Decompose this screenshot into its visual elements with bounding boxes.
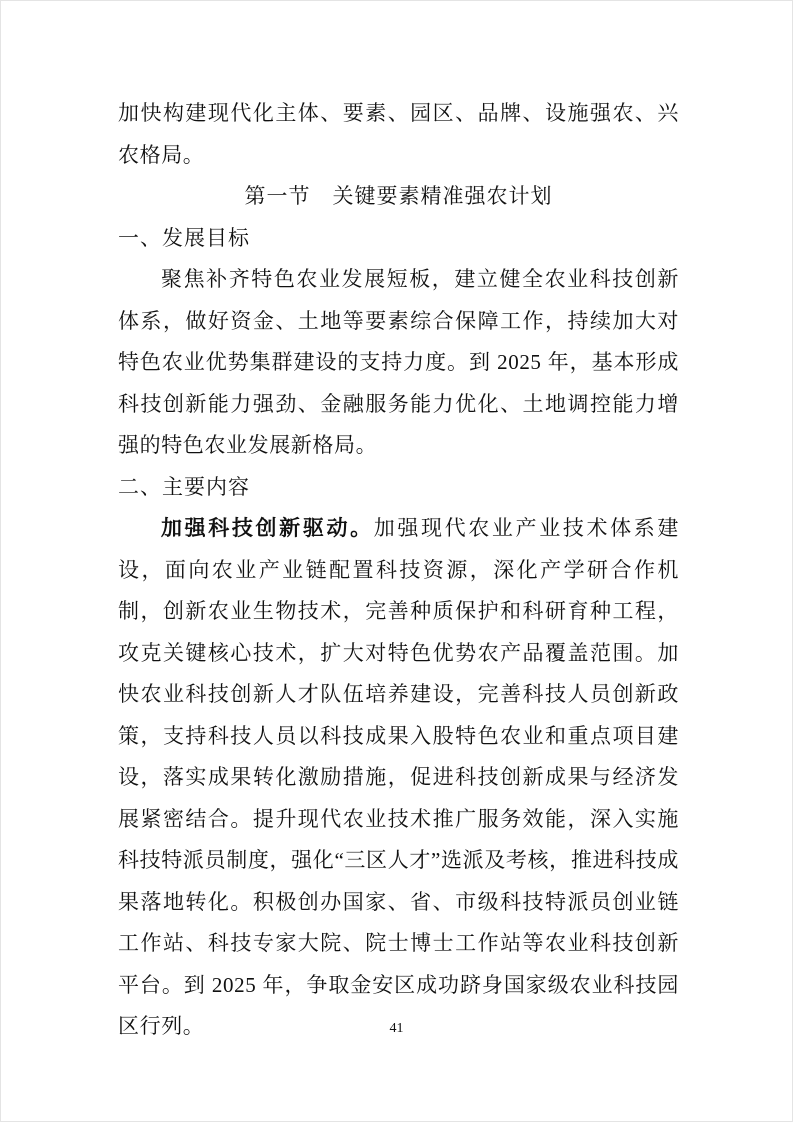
continuation-paragraph: 加快构建现代化主体、要素、园区、品牌、设施强农、兴农格局。 [118,101,679,167]
subheading-main-content: 二、主要内容 [118,474,250,499]
paragraph-body-text: 加强现代农业产业技术体系建设，面向农业产业链配置科技资源，深化产学研合作机制，创新农业生物技术，完善种质保护和科研育种工程，攻克关键核心技术，扩大对特色优势农产品覆盖范围。加快农业科技创新人才队伍培养建设，完善科技人员创新政策，支持科技人员以科技成果入股特色农业和重点项目建设，落实成果转化激励措施，促进科技创新成果与经济发展紧密结合。提升现代农业技术推广服务效能，深入实施科技特派员制度，强化“三区人才”选派及考核，推进科技成果落地转化。积极创办国家、省、市级科技特派员创业链工作站、科技专家大院、院士博士工作站等农业科技创新平台。到 2025 年，争取金安区成功跻身国家级农业科技园区行列。 [118,516,679,1038]
page-number: 41 [389,1021,404,1036]
paragraph-development-goals: 聚焦补齐特色农业发展短板，建立健全农业科技创新体系，做好资金、土地等要素综合保障工作，持续加大对特色农业优势集群建设的支持力度。到 2025 年，基本形成科技创新能力强劲、金融服务能力优化、土地调控能力增强的特色农业发展新格局。 [118,267,679,457]
subheading-development-goals: 一、发展目标 [118,225,250,250]
paragraph-main-content [118,508,679,1048]
page-text-block [118,93,679,1048]
paragraph-lead-bold: 加强科技创新驱动。 [161,516,374,540]
section-title: 第一节 关键要素精准强农计划 [244,184,553,208]
